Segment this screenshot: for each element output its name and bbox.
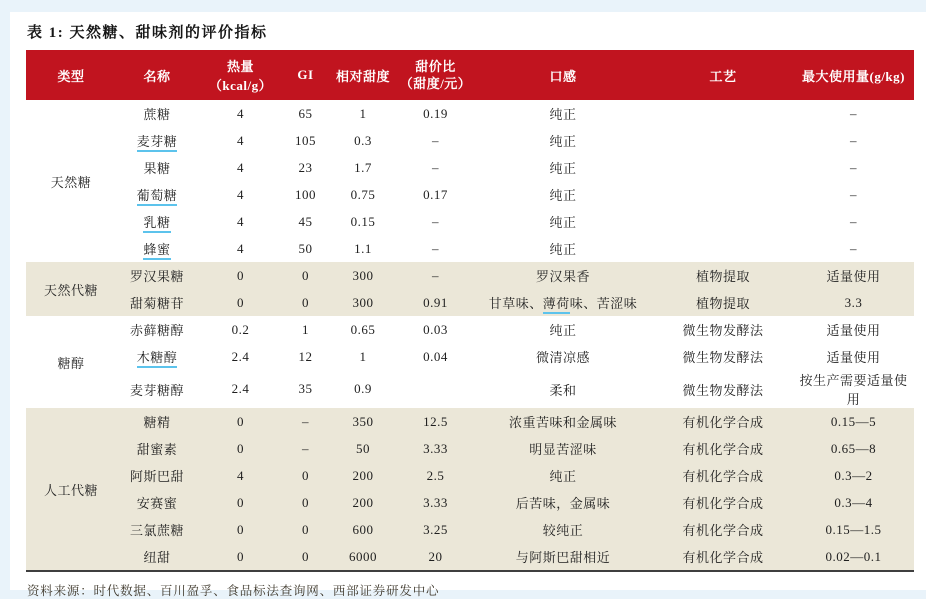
table-row (26, 370, 914, 408)
cell-max: 0.02—0.1 (793, 543, 914, 571)
cell-max: 适量使用 (793, 262, 914, 289)
cell-ratio: 3.25 (398, 516, 473, 543)
underlined-term: 薄荷 (543, 296, 570, 314)
cell-cal: 0 (198, 516, 283, 543)
cell-cal: 4 (237, 240, 244, 256)
cell-taste: 柔和 (549, 382, 577, 398)
cell-ratio: 2.5 (398, 462, 473, 489)
column-header-sweet: 相对甜度 (328, 50, 398, 100)
cell-gi: 0 (283, 462, 328, 489)
cell-taste: 明显苦涩味 (473, 435, 653, 462)
cell-taste (473, 289, 653, 316)
underlined-term: 乳糖 (143, 215, 170, 233)
cell-sweet: 0.75 (350, 186, 376, 202)
cell-process: 有机化学合成 (653, 543, 793, 571)
cell-name: 果糖 (143, 161, 171, 176)
cell-ratio: – (432, 213, 439, 229)
cell-taste: 纯正 (549, 215, 577, 230)
cell-process (653, 154, 793, 181)
table-row (26, 316, 914, 343)
cell-process: 植物提取 (653, 262, 793, 289)
cell-sweet: 0.15 (350, 213, 376, 229)
cell-ratio: 3.33 (398, 435, 473, 462)
cell-taste: 罗汉果香 (473, 262, 653, 289)
category-cell: 天然代糖 (26, 262, 116, 316)
cell-taste: 纯正 (549, 242, 577, 257)
cell-ratio: 0.19 (423, 105, 448, 121)
cell-cal: 0 (198, 289, 283, 316)
cell-name: 罗汉果糖 (116, 262, 198, 289)
cell-ratio: 0.91 (398, 289, 473, 316)
cell-gi: 0 (283, 289, 328, 316)
cell-name (116, 235, 198, 262)
table-row (26, 462, 914, 489)
cell-max: – (850, 159, 857, 175)
cell-ratio: – (432, 240, 439, 256)
cell-ratio: 20 (398, 543, 473, 571)
cell-process: 有机化学合成 (653, 516, 793, 543)
cell-name (116, 127, 198, 154)
cell-name: 三氯蔗糖 (116, 516, 198, 543)
table-row (26, 343, 914, 370)
cell-sweet: 300 (328, 262, 398, 289)
cell-name: 阿斯巴甜 (116, 462, 198, 489)
cell-gi: 0 (283, 489, 328, 516)
cell-max: 0.3—2 (793, 462, 914, 489)
cell-taste: 与阿斯巴甜相近 (473, 543, 653, 571)
table-body (26, 100, 914, 571)
cell-cal: 0 (198, 543, 283, 571)
cell-taste: 浓重苦味和金属味 (473, 408, 653, 435)
cell-gi: 1 (302, 321, 309, 337)
cell-taste: 纯正 (549, 323, 577, 338)
cell-max: 3.3 (793, 289, 914, 316)
underlined-term: 木糖醇 (137, 350, 178, 368)
cell-gi: 45 (298, 213, 313, 229)
cell-name (116, 343, 198, 370)
cell-gi: 0 (283, 516, 328, 543)
cell-cal: 4 (237, 186, 244, 202)
cell-sweet: 50 (328, 435, 398, 462)
cell-taste: 微清凉感 (535, 350, 590, 365)
cell-name (116, 208, 198, 235)
cell-process: 有机化学合成 (653, 489, 793, 516)
column-header-type: 类型 (26, 50, 116, 100)
category-cell: 人工代糖 (26, 408, 116, 571)
cell-cal: 4 (237, 132, 244, 148)
cell-process (653, 208, 793, 235)
table-row (26, 154, 914, 181)
cell-process: 植物提取 (653, 289, 793, 316)
cell-ratio: – (398, 262, 473, 289)
cell-gi: 65 (298, 105, 313, 121)
cell-name: 纽甜 (116, 543, 198, 571)
cell-max: 0.65—8 (793, 435, 914, 462)
cell-gi: 12 (298, 348, 313, 364)
cell-max: – (850, 132, 857, 148)
cell-taste: 纯正 (549, 188, 577, 203)
cell-cal: 0 (198, 408, 283, 435)
cell-taste: 纯正 (549, 134, 577, 149)
cell-max: 适量使用 (826, 323, 881, 338)
cell-ratio: 0.03 (423, 321, 448, 337)
column-header-taste: 口感 (473, 50, 653, 100)
cell-max: – (850, 186, 857, 202)
cell-ratio: 3.33 (398, 489, 473, 516)
cell-cal: 2.4 (231, 381, 250, 396)
cell-ratio: 12.5 (398, 408, 473, 435)
cell-taste: 纯正 (549, 107, 577, 122)
cell-sweet: 600 (328, 516, 398, 543)
cell-name: 安赛蜜 (116, 489, 198, 516)
column-header-max: 最大使用量(g/kg) (793, 50, 914, 100)
cell-ratio: 0.04 (423, 348, 448, 364)
cell-gi: – (283, 408, 328, 435)
column-header-cal: 热量（kcal/g） (198, 50, 283, 100)
cell-max: 0.15—5 (793, 408, 914, 435)
cell-name: 甜蜜素 (116, 435, 198, 462)
cell-sweet: 6000 (328, 543, 398, 571)
cell-process (653, 235, 793, 262)
header-row (26, 50, 914, 100)
table-header (26, 50, 914, 100)
cell-cal: 4 (198, 462, 283, 489)
cell-cal: 0 (198, 489, 283, 516)
cell-process: 有机化学合成 (653, 435, 793, 462)
cell-name: 糖精 (116, 408, 198, 435)
underlined-term: 麦芽糖 (137, 134, 178, 152)
cell-sweet: 1.7 (354, 159, 372, 175)
cell-sweet: 350 (328, 408, 398, 435)
taste-text: 味、苦涩味 (569, 296, 638, 311)
table-row (26, 435, 914, 462)
cell-sweet: 0.3 (354, 132, 372, 148)
underlined-term: 蜂蜜 (143, 242, 170, 260)
cell-gi: – (283, 435, 328, 462)
table-row (26, 408, 914, 435)
cell-taste: 后苦味，金属味 (473, 489, 653, 516)
cell-process (653, 181, 793, 208)
cell-ratio: – (432, 132, 439, 148)
cell-process: 微生物发酵法 (682, 382, 764, 398)
cell-sweet: 300 (328, 289, 398, 316)
cell-max: 按生产需要适量使用 (799, 373, 908, 407)
cell-cal: 0 (198, 435, 283, 462)
table-row (26, 127, 914, 154)
sweetener-evaluation-table (26, 50, 914, 572)
category-cell: 糖醇 (57, 355, 85, 371)
table-row (26, 262, 914, 289)
cell-sweet: 0.9 (354, 381, 372, 396)
cell-max: – (850, 105, 857, 121)
cell-sweet: 1 (359, 348, 367, 364)
cell-ratio: – (432, 159, 439, 175)
table-row (26, 543, 914, 571)
cell-cal: 0 (198, 262, 283, 289)
table-row (26, 489, 914, 516)
column-header-name: 名称 (116, 50, 198, 100)
cell-process (653, 100, 793, 127)
cell-name: 麦芽糖醇 (129, 382, 184, 398)
category-cell: 天然糖 (50, 174, 92, 190)
cell-max: – (850, 240, 857, 256)
cell-name (116, 181, 198, 208)
cell-taste: 纯正 (549, 161, 577, 176)
cell-gi: 50 (298, 240, 313, 256)
cell-process: 有机化学合成 (653, 408, 793, 435)
cell-process: 微生物发酵法 (682, 323, 764, 338)
report-content-panel (10, 12, 926, 598)
table-row (26, 289, 914, 316)
cell-gi: 23 (298, 159, 313, 175)
cell-taste: 较纯正 (473, 516, 653, 543)
underlined-term: 葡萄糖 (137, 188, 178, 206)
cell-name: 赤藓糖醇 (129, 323, 184, 338)
cell-gi: 0 (283, 543, 328, 571)
cell-gi: 105 (295, 132, 316, 148)
table-row (26, 516, 914, 543)
taste-text: 甘草味、 (488, 296, 543, 311)
cell-taste: 纯正 (473, 462, 653, 489)
cell-cal: 4 (237, 105, 244, 121)
table-row (26, 181, 914, 208)
cell-sweet: 1 (359, 105, 367, 121)
cell-sweet: 200 (328, 489, 398, 516)
cell-cal: 2.4 (231, 348, 250, 364)
table-row (26, 208, 914, 235)
column-header-ratio: 甜价比 （甜度/元） (398, 50, 473, 100)
cell-cal: 4 (237, 213, 244, 229)
cell-name: 甜菊糖苷 (116, 289, 198, 316)
column-header-gi: GI (283, 50, 328, 100)
cell-max: 适量使用 (826, 350, 881, 365)
cell-process: 有机化学合成 (653, 462, 793, 489)
table-row (26, 235, 914, 262)
cell-max: 0.3—4 (793, 489, 914, 516)
cell-sweet: 200 (328, 462, 398, 489)
cell-cal: 0.2 (231, 321, 250, 337)
cell-ratio: 0.17 (423, 186, 448, 202)
cell-sweet: 0.65 (350, 321, 376, 337)
cell-max: 0.15—1.5 (793, 516, 914, 543)
cell-cal: 4 (237, 159, 244, 175)
cell-name: 蔗糖 (143, 107, 171, 122)
cell-gi: 100 (295, 186, 316, 202)
source-note: 资料来源：时代数据、百川盈孚、食品标法查询网、西部证券研发中心 (27, 584, 440, 598)
cell-process: 微生物发酵法 (682, 350, 764, 365)
cell-sweet: 1.1 (354, 240, 372, 256)
table-title: 表 1: 天然糖、甜味剂的评价指标 (27, 25, 268, 41)
table-row (26, 100, 914, 127)
cell-process (653, 127, 793, 154)
cell-ratio (398, 370, 473, 408)
column-header-process: 工艺 (653, 50, 793, 100)
cell-max: – (850, 213, 857, 229)
cell-gi: 35 (298, 381, 313, 396)
cell-gi: 0 (283, 262, 328, 289)
